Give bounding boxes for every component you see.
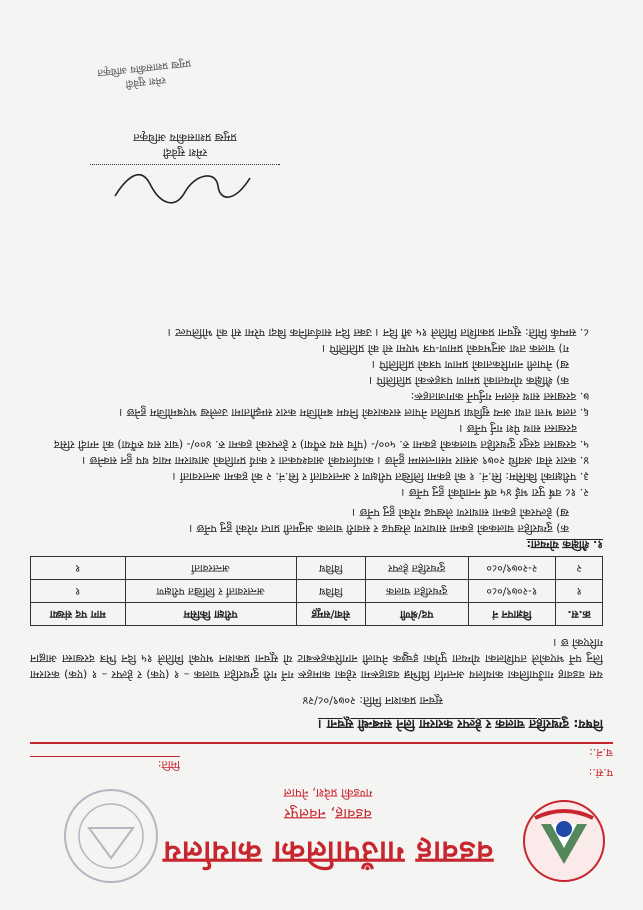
signatory-title: प्रमुख प्रशासकीय अधिकृत <box>133 131 237 144</box>
table-header: परीक्षा किसिम <box>125 603 296 626</box>
list-item: ५. दरखास्त दस्तुर दुग्धरहित चालकको हकमा रु. ५००/- (पाँच सय रुपैंया) र हेल्परको हकमा रु. ४००/- (चार सय रुपैंया) को नगदी रसिद दरखास्त साथ पेश गर्नु पर्नेछ । <box>53 422 589 451</box>
table-cell: विविध <box>296 557 365 580</box>
conditions-section <box>30 324 603 500</box>
list-item: ८. सम्पर्क मिति: सूचना प्रकाशित मितिले १५ औं दिन । उक्त दिन सार्वजनिक बिदा परेमा सो को भोलिपल्ट । <box>167 326 589 339</box>
office-seal-icon <box>59 784 163 888</box>
signature-line <box>90 164 280 165</box>
letterhead <box>23 782 613 892</box>
nepal-emblem-icon <box>521 798 607 884</box>
header-rule <box>30 742 613 744</box>
table-cell: १ <box>31 557 126 580</box>
vacancy-table <box>30 556 603 626</box>
table-header-row <box>31 603 603 626</box>
subject-text: दुग्धरहित चालक र हेल्पर करारमा लिने सम्बन्धी सूचना । <box>317 717 569 732</box>
list-item: ख) हेल्परको हकमा साधारण लेखपढ गरेको हुनु पर्नेछ । <box>352 506 569 519</box>
signatory-name: रमेश सुवेदी <box>162 146 208 159</box>
qualifications-title: १. शैक्षिक योग्यता: <box>526 538 603 551</box>
table-cell: २ <box>556 557 603 580</box>
subject-label: विषय: <box>573 717 603 732</box>
officer-stamp <box>69 54 221 98</box>
table-cell: अन्तरवार्ता र लिखित परीक्षण <box>125 580 296 603</box>
table-cell: अन्तरवार्ता <box>125 557 296 580</box>
chalani-number: च.नं.: <box>589 746 613 759</box>
notice-body <box>30 324 603 732</box>
table-header: सेवा/समूह <box>296 603 365 626</box>
list-item: ४. करार सेवा अवधि २०७९ असार मसान्तसम्म हुनेछ । कार्यालयको आवश्यकता र कार्य प्रगतिको आधारमा म्याद थप हुन सक्नेछ । <box>82 454 589 467</box>
date-field <box>30 756 180 772</box>
date-label: मिति: <box>157 758 180 771</box>
table-cell: १ <box>31 580 126 603</box>
list-item: ख) नेपाली नागरिकताको प्रमाण पत्रको प्रतिलिपि । <box>371 358 569 371</box>
table-cell: विविध <box>296 580 365 603</box>
publish-date: सूचना प्रकाशन मिति: २०७९/०८/२४ <box>302 694 443 707</box>
signature-block <box>80 130 290 210</box>
org-province: गण्डकी प्रदेश, नेपाल <box>283 786 373 800</box>
list-item: २. १८ वर्ष पुरा भई ४५ वर्ष ननाघेको हुनु पर्नेछ । <box>401 486 589 499</box>
table-row <box>31 580 603 603</box>
org-name: वडवाह गाउँपालिका कार्यालय <box>162 834 494 870</box>
signature-icon <box>80 168 290 210</box>
list-item: क) शैक्षिक योग्यताको प्रमाण पत्रहरूको प्रतिलिपि । <box>368 374 569 387</box>
patra-sankhya: प.सं.: <box>588 766 613 779</box>
list-item: ग) चालक तथा अनुभवको प्रमाण-पत्र भएमा सो को प्रतिलिपि । <box>321 342 569 355</box>
subject-line <box>30 716 603 732</box>
reference-row <box>30 742 613 782</box>
table-cell: २-२०७९/०८० <box>468 557 556 580</box>
table-header: विज्ञापन नं <box>468 603 556 626</box>
list-item: ३. परीक्षाको किसिम: सि.नं. १ को हकमा लिखित परीक्षण र अन्तरवार्ता र सि.नं. २ को हकमा अन्तरवार्ता । <box>172 470 589 483</box>
stamp-name: रमेश सुवेदी <box>124 73 167 90</box>
list-item: क) दुग्धरहित चालकको हकमा साधारण लेखपढ र सवारी चालक अनुमती प्राप्त गरेको हुनु पर्नेछ । <box>189 522 569 535</box>
table-header: क्र.स. <box>556 603 603 626</box>
stamp-title: प्रमुख प्रशासकीय अधिकृत <box>96 57 192 78</box>
table-row <box>31 557 603 580</box>
table-header: पद/श्रेणी <box>365 603 468 626</box>
table-cell: दुग्धरहित चालक <box>365 580 468 603</box>
org-address: वडवाह, नवलपुर <box>284 805 372 823</box>
list-item: ६. तलब भत्ता तथा अन्य सुविधा प्रचलित नेपाल सरकारको नियम बमोजिम करार सम्झौतामा उल्लेख भएबमोजिम हुनेछ । <box>119 406 589 419</box>
table-cell: दुग्धरहित हेल्पर <box>365 557 468 580</box>
table-cell: १ <box>556 580 603 603</box>
qualifications-section <box>30 504 603 552</box>
list-item: ७. दरखास्त साथ संलग्न गर्नुपर्ने कागजातहरू: <box>410 390 589 403</box>
intro-paragraph: यस वडवाह गाउँपालिका कार्यालय अन्तर्गत विभिन्न वडाहरूमा रहेका कामहरू गर्ने गरी दुग्धरहित चालक – १ (एक) र हेल्पर – १ (एक) करारमा लिनु पर्ने भएकोले तपशिलका योग्यता पुगेका इच्छुक नेपाली नागरिकहरूबाट यो सूचना प्रकाशन भएको मितिले १५ दिन भित्र दरखास्त आह्वान गरिएको छ । <box>30 636 603 681</box>
table-cell: १-२०७९/०८० <box>468 580 556 603</box>
table-header: माग पद संख्या <box>31 603 126 626</box>
